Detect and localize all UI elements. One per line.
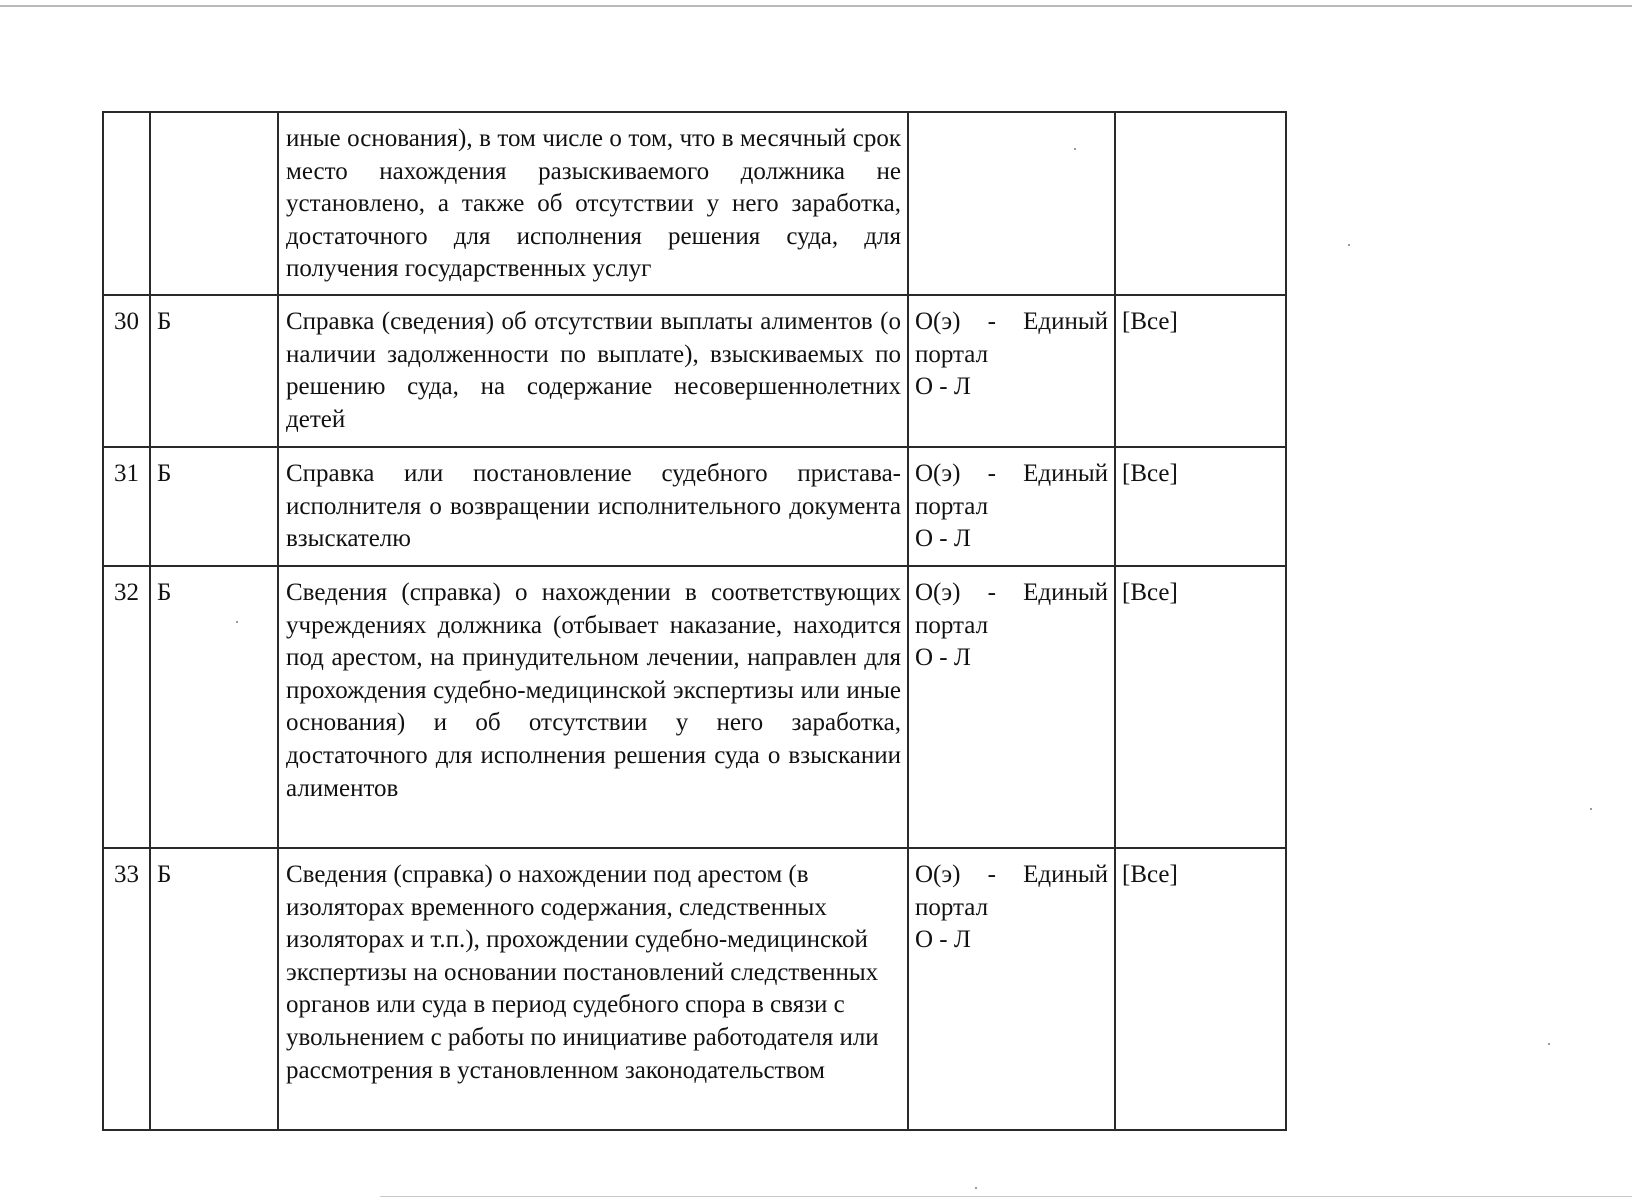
scan-edge-bottom (380, 1196, 1632, 1197)
row-category: Б (150, 295, 278, 447)
scan-edge-top (0, 5, 1632, 7)
scan-speck (1348, 244, 1350, 246)
row-number: 33 (103, 848, 150, 1130)
source-line: портал (915, 611, 989, 639)
row-source (908, 848, 1115, 1130)
source-line: О - Л (915, 525, 971, 553)
row-document-text: иные основания), в том числе о том, что в месячный срок место нахождения разыскиваемого должника не установлено, а также об отсутствии у него заработка, достаточного для исполнения решения суда, для получения государственных услуг (278, 112, 908, 295)
row-number: 31 (103, 447, 150, 566)
scan-speck (236, 621, 238, 623)
row-source (908, 112, 1115, 295)
table-row (103, 848, 1286, 1130)
source-line: О - Л (915, 644, 971, 672)
scan-speck (1548, 1043, 1550, 1045)
row-scope: [Все] (1115, 566, 1286, 848)
source-line: О(э) - Единый (915, 308, 1108, 335)
scan-speck (975, 1187, 977, 1189)
row-scope: [Все] (1115, 848, 1286, 1130)
row-source (908, 295, 1115, 447)
row-number (103, 112, 150, 295)
row-source (908, 566, 1115, 848)
source-line: портал (915, 340, 989, 368)
row-category: Б (150, 848, 278, 1130)
row-category: Б (150, 447, 278, 566)
document-table (102, 111, 1287, 1131)
table-row (103, 566, 1286, 848)
source-line: портал (915, 893, 989, 921)
row-document-text: Сведения (справка) о нахождении под арестом (в изоляторах временного содержания, следственных изоляторах и т.п.), прохождении судебно-медицинской экспертизы на основании постановлений следственных органов или суда в период судебного спора в связи с увольнением с работы по инициативе работодателя или рассмотрения в установленном законодательством (278, 848, 908, 1130)
row-scope: [Все] (1115, 295, 1286, 447)
row-scope (1115, 112, 1286, 295)
scan-speck (1074, 148, 1076, 150)
source-line: О - Л (915, 926, 971, 954)
source-line: портал (915, 492, 989, 520)
table-row (103, 447, 1286, 566)
source-line: О(э) - Единый (915, 460, 1108, 487)
row-number: 30 (103, 295, 150, 447)
row-category: Б (150, 566, 278, 848)
source-line: О(э) - Единый (915, 861, 1108, 888)
row-document-text: Сведения (справка) о нахождении в соответствующих учреждениях должника (отбывает наказание, находится под арестом, на принудительном лечении, направлен для прохождения судебно-медицинской экспертизы или иные основания) и об отсутствии у него заработка, достаточного для исполнения решения суда о взыскании алиментов (278, 566, 908, 848)
source-line: О - Л (915, 373, 971, 401)
table-row (103, 112, 1286, 295)
row-category (150, 112, 278, 295)
row-source (908, 447, 1115, 566)
table-row (103, 295, 1286, 447)
row-scope: [Все] (1115, 447, 1286, 566)
row-number: 32 (103, 566, 150, 848)
row-document-text: Справка (сведения) об отсутствии выплаты алиментов (о наличии задолженности по выплате), взыскиваемых по решению суда, на содержание несовершеннолетних детей (278, 295, 908, 447)
row-document-text: Справка или постановление судебного пристава-исполнителя о возвращении исполнительного документа взыскателю (278, 447, 908, 566)
scan-speck (1590, 808, 1592, 810)
source-line: О(э) - Единый (915, 579, 1108, 606)
